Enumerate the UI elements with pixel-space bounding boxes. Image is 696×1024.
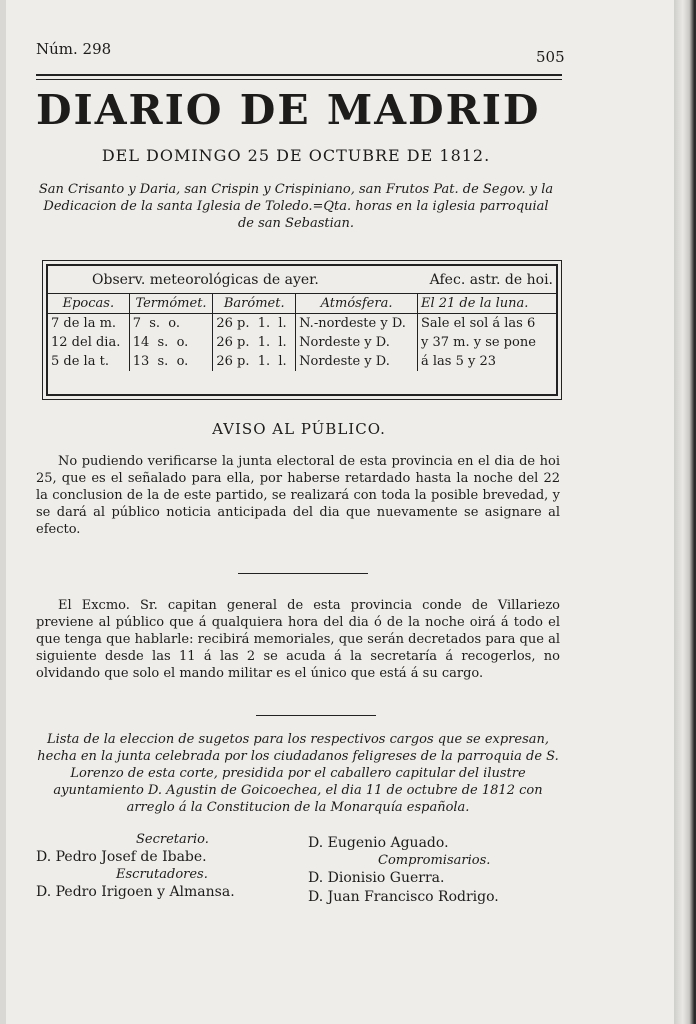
notice-heading: AVISO AL PÚBLICO.	[212, 420, 386, 438]
weather-table	[46, 264, 558, 396]
cell-epoca: 7 de la m.	[48, 314, 129, 334]
weather-table-heading-row	[48, 266, 556, 294]
weather-row	[48, 314, 556, 334]
scrutineer-name: D. Pedro Irigoen y Almansa.	[36, 884, 235, 900]
notice-paragraph-captain-general: El Excmo. Sr. capitan general de esta provincia conde de Villariezo previene al público que á qualquiera hora del dia ó de la noche oirá á todo el que tenga que hablarle: recibirá memoriales, que serán decretados para que al siguiente desde las 11 á las 2 se acuda á la secretaría á recogerlos, no olvidando que solo el mando militar es el único que está á su cargo.	[36, 598, 560, 681]
elector-name: D. Eugenio Aguado.	[308, 835, 449, 851]
compromisario-name: D. Juan Francisco Rodrigo.	[308, 889, 499, 905]
cell-atm: N.-nordeste y D.	[296, 314, 418, 334]
secretary-label: Secretario.	[136, 832, 209, 847]
astro-heading: Afec. astr. de hoi.	[417, 266, 556, 294]
issue-date: DEL DOMINGO 25 DE OCTUBRE DE 1812.	[101, 146, 491, 165]
col-epocas: Epocas.	[48, 294, 129, 314]
scrutineers-label: Escrutadores.	[116, 867, 208, 882]
top-rule	[36, 74, 562, 76]
cell-term: 7 s. o.	[129, 314, 213, 334]
top-rule-thin	[36, 79, 562, 80]
cell-astro: Sale el sol á las 6	[420, 316, 536, 331]
col-atmosfera: Atmósfera.	[296, 294, 418, 314]
compromisarios-label: Compromisarios.	[378, 853, 491, 868]
cell-astro: y 37 m. y se pone	[420, 335, 536, 350]
section-divider	[238, 573, 368, 574]
notice-paragraph-election: No pudiendo verificarse la junta electoral de esta provincia en el dia de hoi 25, que es el señalado para ella, por haberse retardado hasta la noche del 22 la conclusion de la de este partido, se realizará con toda la posible brevedad, y se dará al público noticia anticipada del dia que nuevamente se asignare al efecto.	[36, 454, 560, 537]
page-number: 505	[536, 48, 565, 66]
masthead-title: DIARIO DE MADRID	[36, 86, 541, 134]
cell-atm: Nordeste y D.	[296, 352, 418, 371]
col-barometro: Barómet.	[213, 294, 296, 314]
cell-epoca: 12 del dia.	[48, 333, 129, 352]
election-list-intro: Lista de la eleccion de sugetos para los respectivos cargos que se expresan, hecha en la junta celebrada por los ciudadanos feligreses de la parroquia de S. Lorenzo de esta corte, presidida por el caballero capitular del ilustre ayuntamiento D. Agustin de Goicoechea, el dia 11 de octubre de 1812 con arreglo á la Constitucion de la Monarquía española.	[37, 732, 559, 815]
col-termometro: Termómet.	[129, 294, 213, 314]
saints-of-the-day: San Crisanto y Daria, san Crispin y Crispiniano, san Frutos Pat. de Segov. y la Dedicacion de la santa Iglesia de Toledo.=Qta. horas en la iglesia parroquial de san Sebastian.	[38, 182, 554, 231]
weather-heading: Observ. meteorológicas de ayer.	[48, 266, 417, 294]
weather-row	[48, 352, 556, 371]
cell-baro: 26 p. 1. l.	[213, 333, 296, 352]
newspaper-page	[6, 0, 674, 1024]
cell-epoca: 5 de la t.	[48, 352, 129, 371]
issue-number: Núm. 298	[36, 40, 112, 58]
cell-term: 14 s. o.	[129, 333, 213, 352]
col-astro: El 21 de la luna.	[417, 294, 556, 314]
section-divider	[256, 715, 376, 716]
cell-atm: Nordeste y D.	[296, 333, 418, 352]
cell-term: 13 s. o.	[129, 352, 213, 371]
cell-baro: 26 p. 1. l.	[213, 314, 296, 334]
weather-column-headers	[48, 294, 556, 314]
book-page-edge	[674, 0, 696, 1024]
compromisario-name: D. Dionisio Guerra.	[308, 870, 445, 886]
cell-baro: 26 p. 1. l.	[213, 352, 296, 371]
cell-astro: á las 5 y 23	[420, 354, 496, 369]
secretary-name: D. Pedro Josef de Ibabe.	[36, 849, 207, 865]
weather-row	[48, 333, 556, 352]
